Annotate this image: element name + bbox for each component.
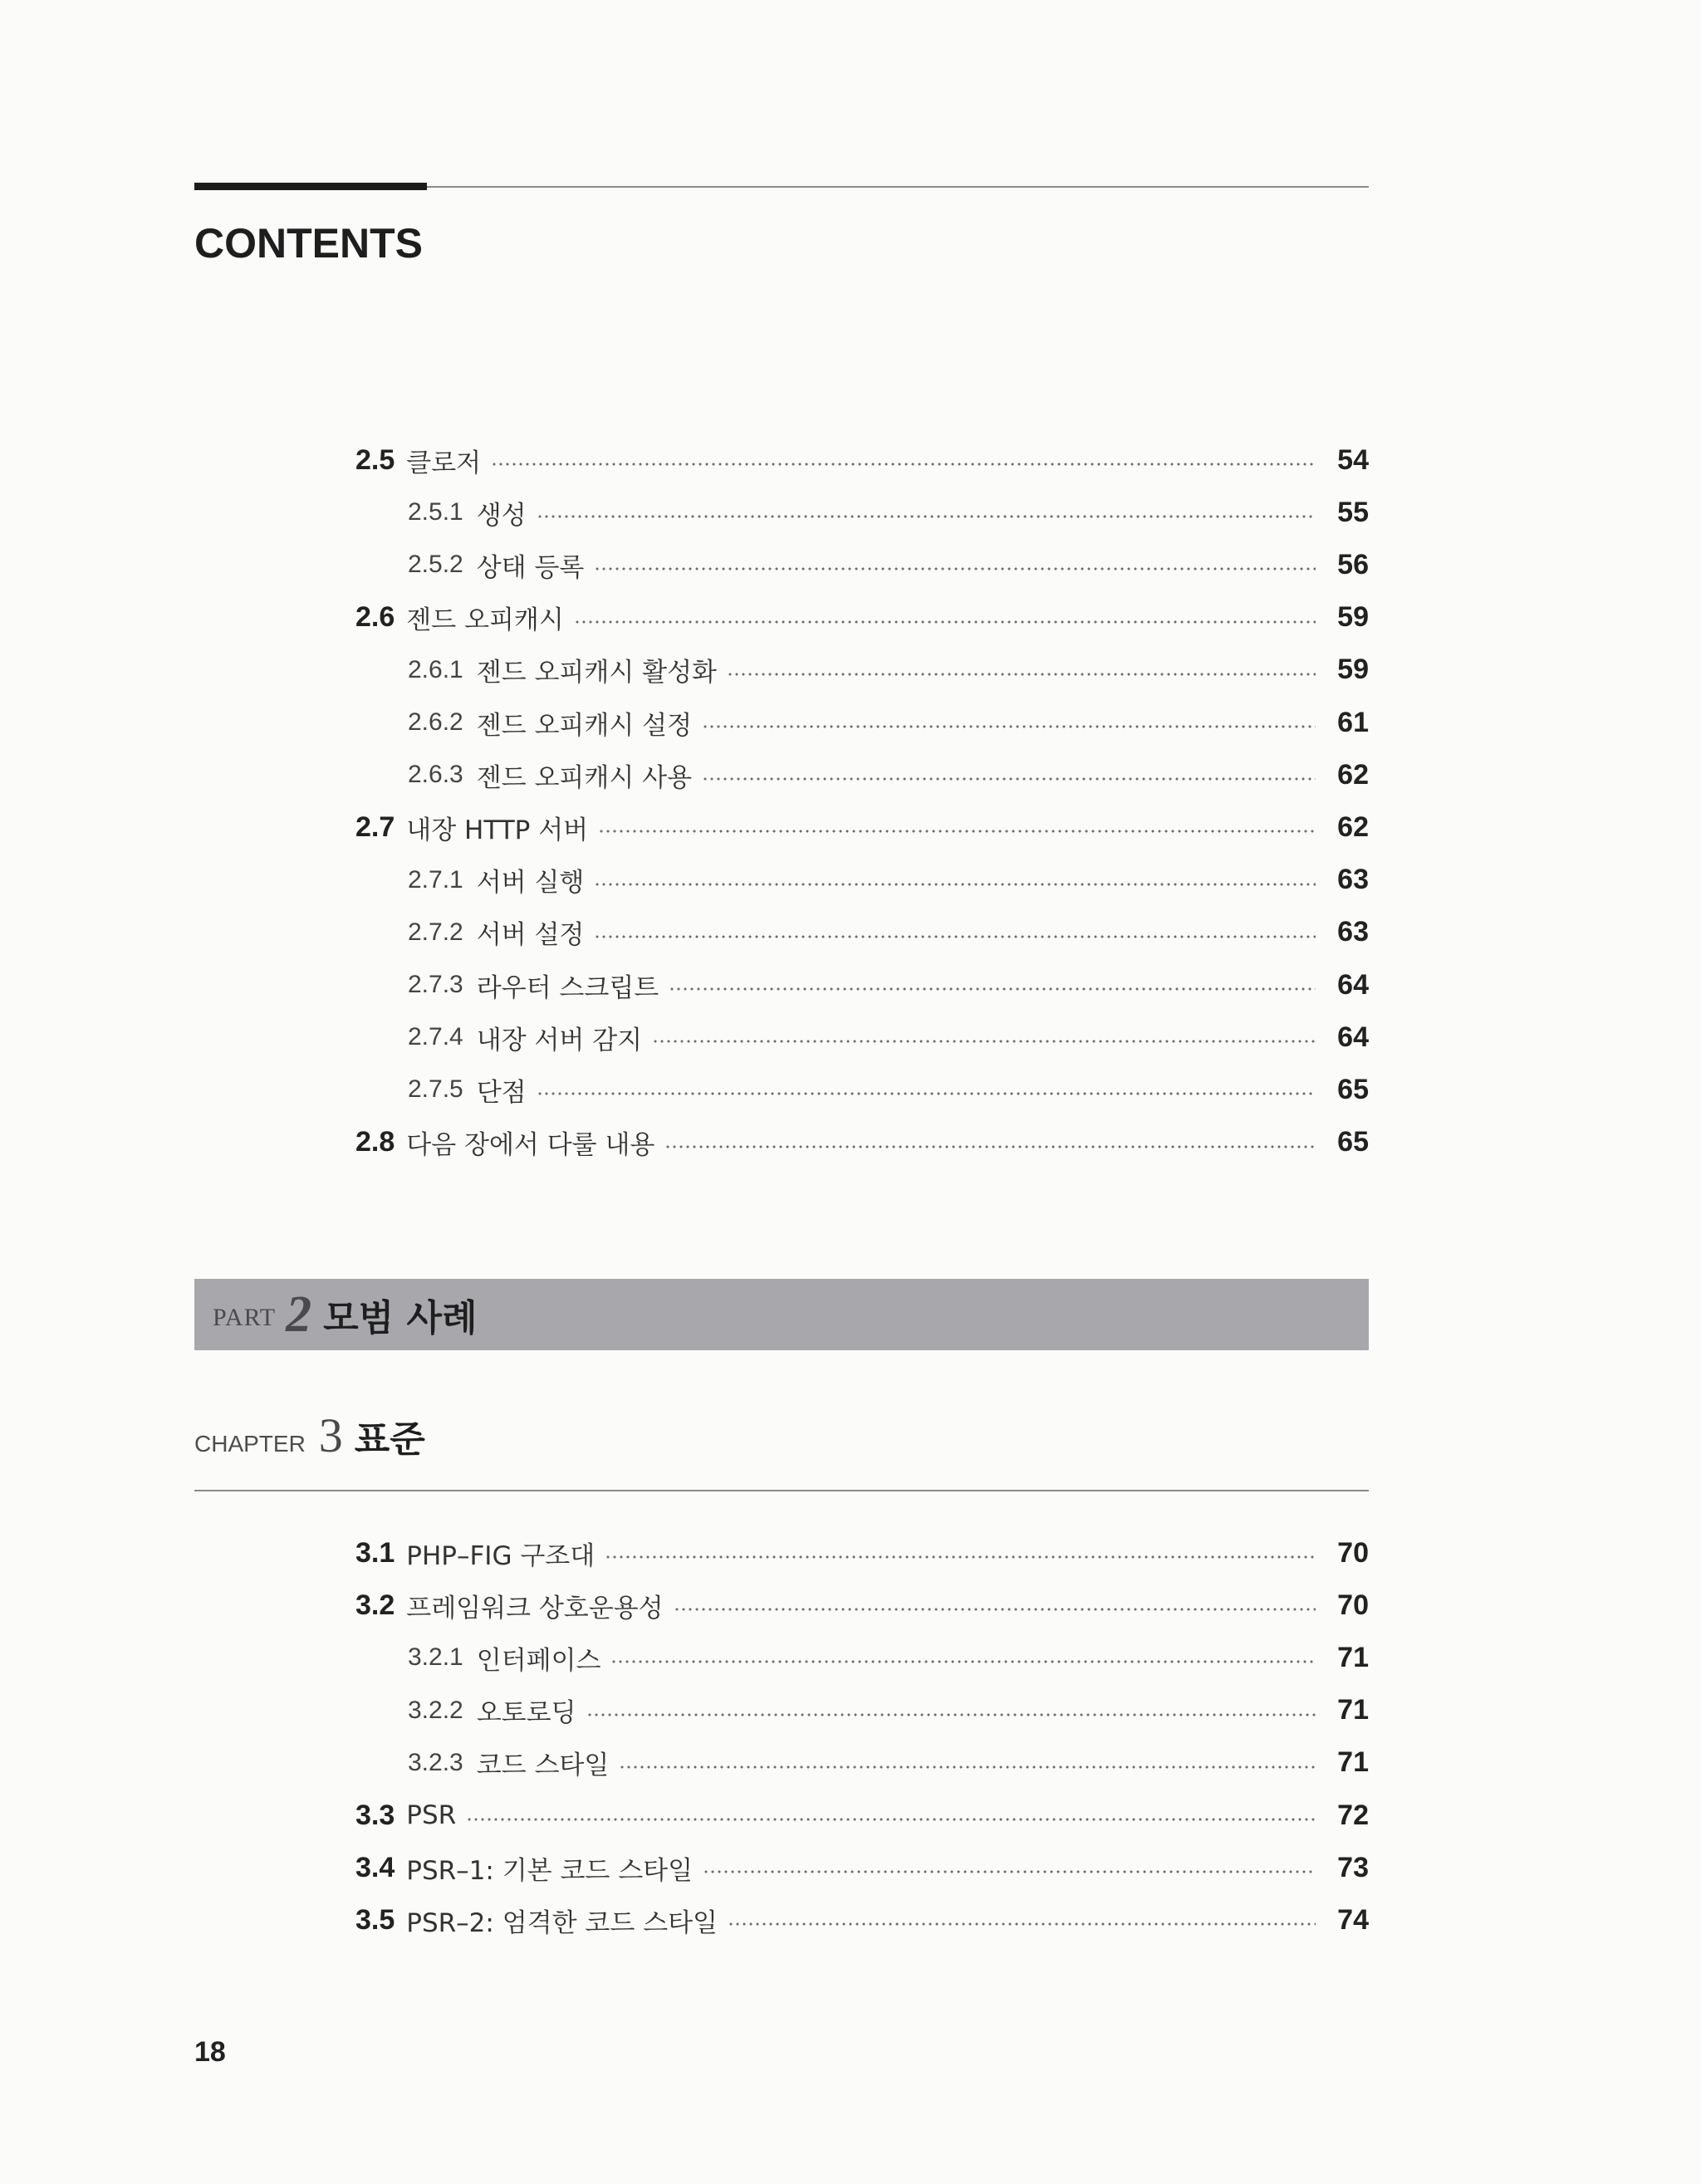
toc-entry-title: 라우터 스크립트 bbox=[476, 972, 659, 1003]
toc-entry-page: 61 bbox=[1337, 706, 1369, 738]
toc-dot-leader bbox=[594, 883, 1316, 886]
page-title: CONTENTS bbox=[194, 220, 423, 267]
toc-entry[interactable] bbox=[408, 492, 1369, 533]
toc-entry-page: 73 bbox=[1337, 1851, 1369, 1883]
toc-entry[interactable] bbox=[408, 544, 1369, 585]
toc-entry-page: 59 bbox=[1337, 654, 1369, 686]
toc-entry-number: 3.3 bbox=[355, 1799, 395, 1831]
toc-dot-leader bbox=[574, 620, 1316, 624]
toc-dot-leader bbox=[702, 777, 1316, 781]
toc-entry-title: 젠드 오피캐시 사용 bbox=[476, 762, 693, 793]
toc-entry-page: 63 bbox=[1337, 864, 1369, 896]
toc-entry[interactable] bbox=[408, 1742, 1369, 1784]
toc-entry[interactable] bbox=[408, 912, 1369, 953]
toc-entry-page: 55 bbox=[1337, 496, 1369, 528]
chapter-label: CHAPTER bbox=[194, 1431, 306, 1457]
toc-entry[interactable] bbox=[408, 1690, 1369, 1731]
toc-dot-leader bbox=[702, 725, 1316, 728]
toc-entry-title: 코드 스타일 bbox=[476, 1751, 610, 1781]
toc-entry-title: 단점 bbox=[476, 1077, 527, 1108]
toc-entry-title: 상태 등록 bbox=[476, 552, 585, 583]
toc-entry-page: 70 bbox=[1337, 1589, 1369, 1621]
toc-entry-page: 64 bbox=[1337, 1021, 1369, 1053]
toc-entry-title: 젠드 오피캐시 활성화 bbox=[476, 658, 717, 688]
toc-entry-page: 71 bbox=[1337, 1694, 1369, 1726]
toc-entry[interactable] bbox=[408, 964, 1369, 1006]
toc-entry-title: 서버 실행 bbox=[476, 868, 585, 899]
toc-entry-number: 3.2.3 bbox=[408, 1748, 463, 1776]
toc-dot-leader bbox=[491, 463, 1316, 466]
chapter-title: 표준 bbox=[354, 1418, 425, 1461]
part-title: 모범 사례 bbox=[323, 1297, 478, 1339]
toc-entry[interactable] bbox=[408, 702, 1369, 743]
chapter-number: 3 bbox=[318, 1408, 343, 1462]
toc-entry-title: 내장 HTTP 서버 bbox=[406, 815, 589, 845]
toc-dot-leader bbox=[728, 1922, 1316, 1926]
toc-entry-page: 64 bbox=[1337, 968, 1369, 1001]
toc-entry[interactable] bbox=[355, 597, 1369, 639]
toc-entry-title: PSR–2: 엄격한 코드 스타일 bbox=[406, 1907, 718, 1938]
toc-entry-number: 3.4 bbox=[355, 1851, 395, 1883]
toc-entry-number: 2.7.4 bbox=[408, 1023, 463, 1051]
toc-entry-title: 내장 서버 감지 bbox=[476, 1025, 643, 1055]
toc-entry-title: 젠드 오피캐시 설정 bbox=[476, 710, 693, 741]
toc-entry[interactable] bbox=[408, 1016, 1369, 1058]
toc-dot-leader bbox=[703, 1870, 1316, 1873]
header-accent-bar bbox=[194, 183, 427, 190]
toc-entry-title: PSR bbox=[406, 1800, 457, 1830]
toc-entry[interactable] bbox=[408, 754, 1369, 796]
toc-entry-number: 3.2.1 bbox=[408, 1643, 463, 1672]
toc-dot-leader bbox=[727, 673, 1316, 676]
toc-entry-title: 프레임워크 상호운용성 bbox=[406, 1593, 664, 1623]
toc-entry-page: 56 bbox=[1337, 548, 1369, 580]
toc-entry-title: 생성 bbox=[476, 500, 527, 531]
toc-entry-page: 62 bbox=[1337, 758, 1369, 791]
toc-entry[interactable] bbox=[355, 1122, 1369, 1163]
toc-entry-title: 다음 장에서 다룰 내용 bbox=[406, 1130, 655, 1161]
toc-entry-number: 3.2 bbox=[355, 1589, 395, 1621]
toc-dot-leader bbox=[610, 1660, 1316, 1663]
toc-dot-leader bbox=[619, 1765, 1316, 1769]
toc-dot-leader bbox=[537, 1092, 1316, 1095]
toc-entry[interactable] bbox=[355, 439, 1369, 481]
page-number: 18 bbox=[194, 2036, 226, 2068]
toc-entry-number: 2.6.1 bbox=[408, 655, 463, 683]
toc-dot-leader bbox=[466, 1818, 1316, 1821]
toc-entry[interactable] bbox=[408, 1637, 1369, 1678]
toc-entry-page: 54 bbox=[1337, 443, 1369, 476]
toc-entry[interactable] bbox=[355, 1847, 1369, 1888]
toc-entry-title: 서버 설정 bbox=[476, 920, 585, 951]
toc-entry-title: PHP–FIG 구조대 bbox=[406, 1540, 596, 1571]
toc-entry-number: 2.6.3 bbox=[408, 761, 463, 789]
toc-entry-number: 2.5 bbox=[355, 443, 395, 476]
toc-entry[interactable] bbox=[355, 1899, 1369, 1941]
toc-entry-number: 2.5.2 bbox=[408, 551, 463, 579]
toc-dot-leader bbox=[605, 1555, 1316, 1559]
toc-entry-page: 71 bbox=[1337, 1641, 1369, 1673]
toc-entry-page: 63 bbox=[1337, 916, 1369, 948]
part-label: PART bbox=[213, 1304, 277, 1331]
toc-entry-page: 71 bbox=[1337, 1746, 1369, 1779]
toc-dot-leader bbox=[674, 1608, 1316, 1611]
toc-dot-leader bbox=[537, 515, 1316, 518]
toc-entry[interactable] bbox=[355, 1532, 1369, 1574]
toc-entry-number: 2.7.5 bbox=[408, 1075, 463, 1104]
toc-dot-leader bbox=[594, 935, 1316, 938]
toc-dot-leader bbox=[586, 1713, 1316, 1716]
toc-entry-number: 2.6 bbox=[355, 601, 395, 634]
toc-entry[interactable] bbox=[408, 1069, 1369, 1110]
chapter-rule bbox=[194, 1490, 1369, 1491]
part-number: 2 bbox=[286, 1285, 312, 1343]
toc-entry-page: 74 bbox=[1337, 1903, 1369, 1936]
toc-entry-number: 2.8 bbox=[355, 1126, 395, 1158]
toc-entry-page: 65 bbox=[1337, 1073, 1369, 1105]
toc-entry-page: 70 bbox=[1337, 1536, 1369, 1569]
toc-entry-number: 2.7.1 bbox=[408, 865, 463, 894]
toc-entry[interactable] bbox=[355, 1795, 1369, 1836]
toc-entry-number: 2.7 bbox=[355, 810, 395, 843]
toc-entry-page: 65 bbox=[1337, 1126, 1369, 1158]
toc-dot-leader bbox=[594, 567, 1316, 570]
toc-entry-title: 젠드 오피캐시 bbox=[406, 605, 564, 636]
toc-entry[interactable] bbox=[355, 806, 1369, 848]
toc-entry-number: 3.5 bbox=[355, 1903, 395, 1936]
toc-entry-number: 3.2.2 bbox=[408, 1696, 463, 1724]
toc-dot-leader bbox=[652, 1040, 1316, 1043]
toc-entry-number: 2.6.2 bbox=[408, 708, 463, 736]
toc-entry-title: 인터페이스 bbox=[476, 1645, 601, 1676]
part-banner bbox=[194, 1279, 1369, 1350]
toc-entry-title: PSR–1: 기본 코드 스타일 bbox=[406, 1855, 694, 1886]
toc-entry-page: 72 bbox=[1337, 1799, 1369, 1831]
toc-entry-number: 3.1 bbox=[355, 1536, 395, 1569]
toc-entry-page: 59 bbox=[1337, 601, 1369, 634]
toc-dot-leader bbox=[669, 987, 1316, 991]
toc-dot-leader bbox=[598, 830, 1316, 833]
toc-entry-number: 2.5.1 bbox=[408, 498, 463, 526]
toc-entry[interactable] bbox=[408, 859, 1369, 901]
chapter-heading bbox=[194, 1408, 425, 1463]
toc-entry-number: 2.7.2 bbox=[408, 918, 463, 946]
toc-entry-page: 62 bbox=[1337, 810, 1369, 843]
toc-dot-leader bbox=[664, 1145, 1316, 1148]
toc-entry-number: 2.7.3 bbox=[408, 971, 463, 998]
toc-entry-title: 클로저 bbox=[406, 448, 482, 478]
toc-entry[interactable] bbox=[355, 1584, 1369, 1626]
toc-entry[interactable] bbox=[408, 649, 1369, 691]
toc-entry-title: 오토로딩 bbox=[476, 1698, 576, 1729]
